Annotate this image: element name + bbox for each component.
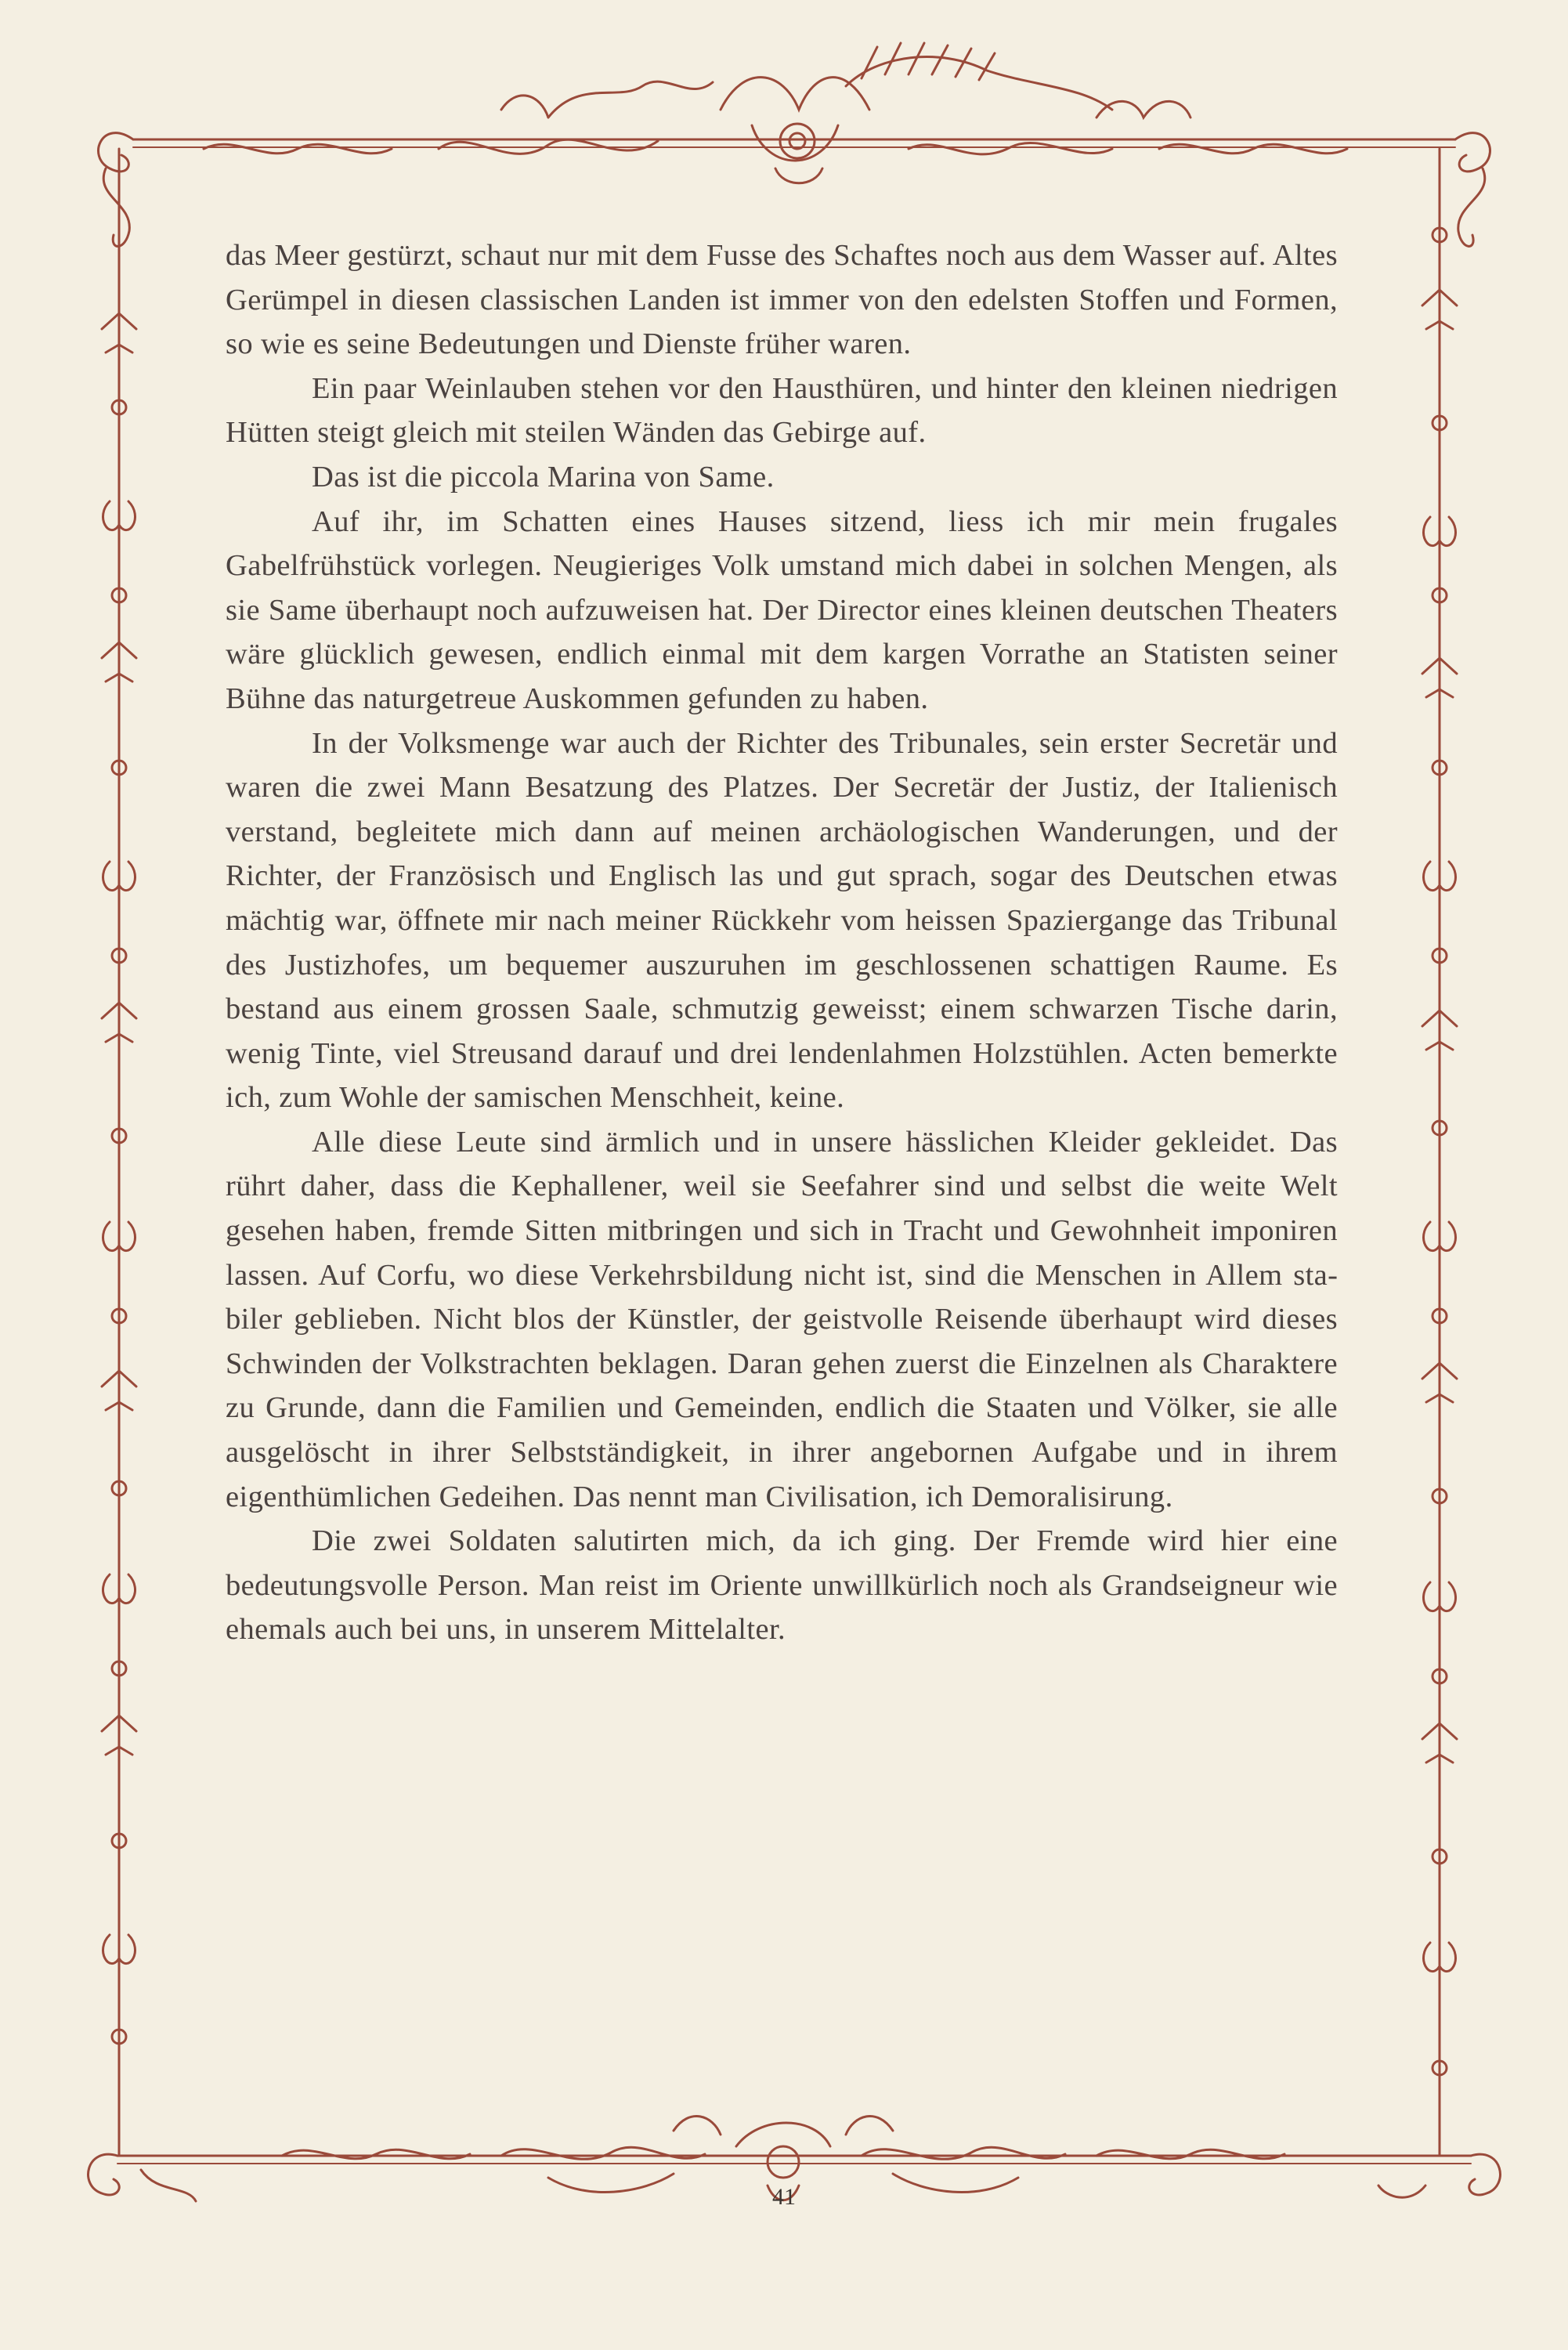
paragraph: Die zwei Soldaten salutirten mich, da ich ging. Der Fremde wird hier eine bedeutungsvolle Person. Man reist im Oriente unwillkürlich noch als Grandseigneur wie ehemals auch bei uns, in unserem Mittelalter. <box>226 1524 1338 1647</box>
paragraph: Das ist die piccola Marina von Same. <box>312 460 775 494</box>
body-text <box>226 233 1338 1652</box>
paragraph: Alle diese Leute sind ärmlich und in unsere hässlichen Kleider gekleidet. Das rührt daher, dass die Kephallener, weil sie Seefahrer sind und selbst die weite Welt gesehen haben, fremde Sitten mitbringen und sich in Tracht und Gewohnheit imponiren lassen. Auf Corfu, wo diese Verkehrsbildung nicht ist, sind die Menschen in Allem stabiler geblieben. Nicht blos der Künstler, der geistvolle Reisende überhaupt wird dieses Schwinden der Volkstrachten beklagen. Daran gehen zuerst die Einzelnen als Charaktere zu Grunde, dann die Familien und Gemeinden, endlich die Staaten und Völker, sie alle ausgelöscht in ihrer Selbstständigkeit, in ihrer angebornen Aufgabe und in ihrem eigenthümlichen Gedeihen. Das nennt man Civilisation, ich Demoralisirung. <box>226 1125 1338 1513</box>
paragraph: In der Volksmenge war auch der Richter des Tribunales, sein erster Secretär und waren die zwei Mann Besatzung des Platzes. Der Secretär der Justiz, der Italienisch verstand, begleitete mich dann auf meinen archäologischen Wanderungen, und der Richter, der Französisch und Englisch las und gut sprach, sogar des Deutschen etwas mächtig war, öffnete mir nach meiner Rückkehr vom heissen Spaziergange das Tribunal des Justizhofes, um bequemer auszuruhen im geschlossenen schattigen Raume. Es bestand aus einem grossen Saale, schmutzig geweisst; einem schwarzen Tische darin, wenig Tinte, viel Streusand darauf und drei lendenlahmen Holzstühlen. Acten bemerkte ich, zum Wohle der samischen Menschheit, keine. <box>226 726 1338 1115</box>
paragraph: Ein paar Weinlauben stehen vor den Hausthüren, und hinter den kleinen niedrigen Hütten steigt gleich mit steilen Wänden das Gebirge auf. <box>226 371 1338 450</box>
paragraph: Auf ihr, im Schatten eines Hauses sitzend, liess ich mir mein frugales Gabelfrühstück vorlegen. Neugieriges Volk umstand mich dabei in solchen Mengen, als sie Same überhaupt noch aufzuweisen hat. Der Director eines kleinen deutschen Theaters wäre glücklich gewesen, endlich einmal mit dem kargen Vorrathe an Statisten seiner Bühne das naturgetreue Auskommen gefunden zu haben. <box>226 504 1338 715</box>
page-number: 41 <box>772 2184 796 2210</box>
paragraph: das Meer gestürzt, schaut nur mit dem Fusse des Schaftes noch aus dem Wasser auf. Altes Gerümpel in diesen classischen Landen ist immer von den edelsten Stoffen und Formen, so wie es seine Bedeutungen und Dienste früher waren. <box>226 239 1338 361</box>
